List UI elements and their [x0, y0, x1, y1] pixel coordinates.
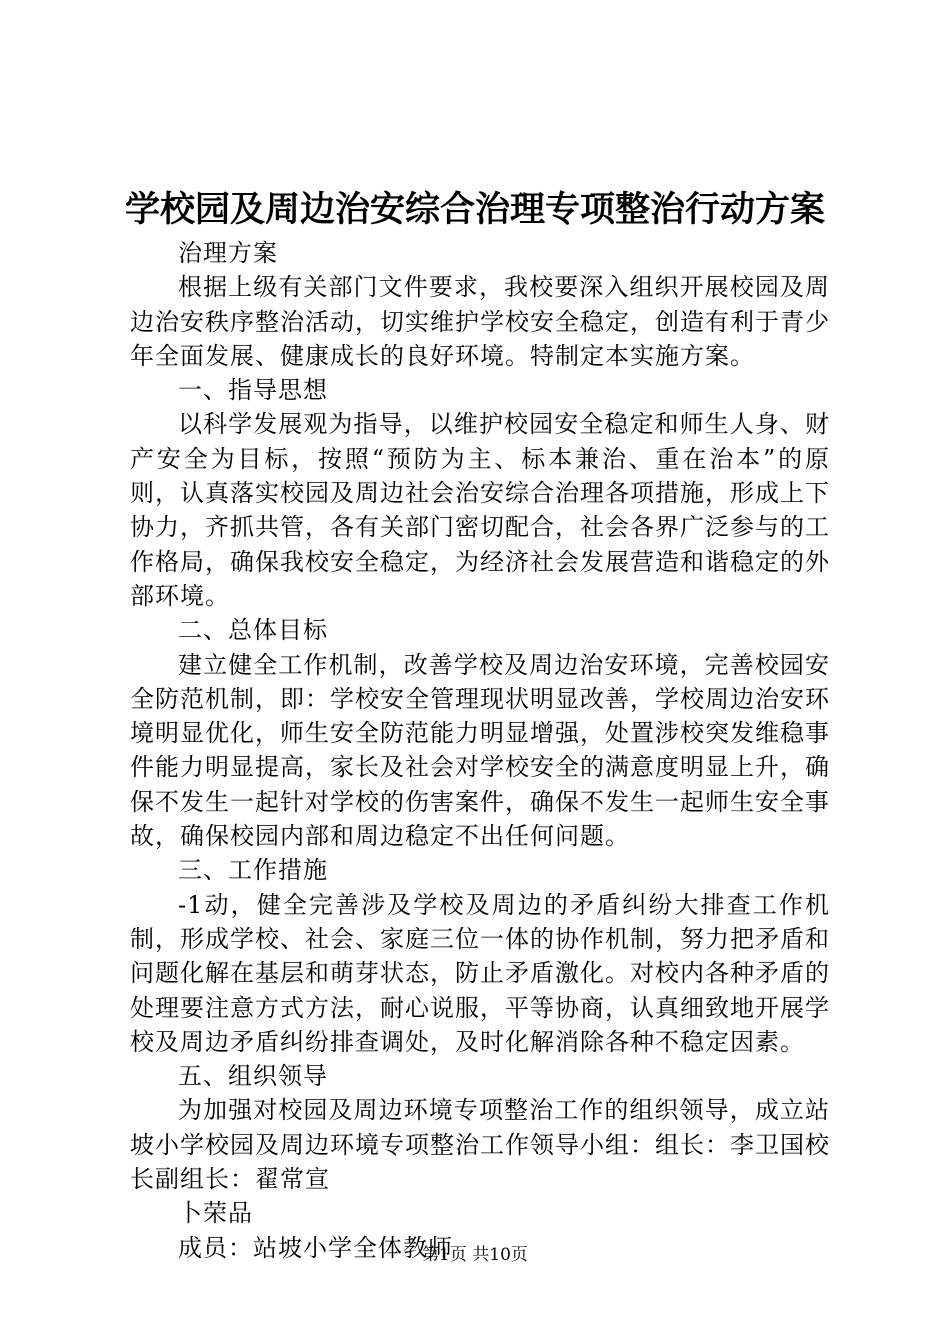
- document-body: [130, 236, 830, 1265]
- paragraph-members: 成员：站坡小学全体教师: [178, 1233, 453, 1262]
- page-footer: 第1页 共10页: [422, 1245, 528, 1265]
- document-title: 学校园及周边治安综合治理专项整治行动方案: [124, 189, 825, 230]
- heading-organization: 五、组织领导: [178, 1062, 328, 1091]
- paragraph-member-name: 卜荣品: [178, 1199, 253, 1228]
- heading-work-measures: 三、工作措施: [178, 856, 328, 885]
- heading-guiding-ideology: 一、指导思想: [178, 376, 328, 405]
- paragraph-intro: 根据上级有关部门文件要求，我校要深入组织开展校园及周边治安秩序整治活动，切实维护学校安全稳定，创造有利于青少年全面发展、健康成长的良好环境。特制定本实施方案。: [130, 273, 830, 370]
- paragraph-subtitle: 治理方案: [178, 239, 278, 267]
- paragraph-guiding-ideology: 以科学发展观为指导，以维护校园安全稳定和师生人身、财产安全为目标，按照“预防为主、标本兼治、重在治本”的原则，认真落实校园及周边社会治安综合治理各项措施，形成上下协力，齐抓共管，各有关部门密切配合，社会各界广泛参与的工作格局，确保我校安全稳定，为经济社会发展营造和谐稳定的外部环境。: [130, 410, 830, 610]
- paragraph-organization: 为加强对校园及周边环境专项整治工作的组织领导，成立站坡小学校园及周边环境专项整治工作领导小组：组长：李卫国校长副组长：翟常宣: [130, 1096, 830, 1194]
- heading-overall-goals: 二、总体目标: [178, 616, 328, 645]
- paragraph-work-measures: -1动，健全完善涉及学校及周边的矛盾纠纷大排查工作机制，形成学校、社会、家庭三位一体的协作机制，努力把矛盾和问题化解在基层和萌芽状态，防止矛盾激化。对校内各种矛盾的处理要注意方式方法，耐心说服，平等协商，认真细致地开展学校及周边矛盾纠纷排查调处，及时化解消除各种不稳定因素。: [130, 890, 830, 1056]
- paragraph-overall-goals: 建立健全工作机制，改善学校及周边治安环境，完善校园安全防范机制，即：学校安全管理现状明显改善，学校周边治安环境明显优化，师生安全防范能力明显增强，处置涉校突发维稳事件能力明显提高，家长及社会对学校安全的满意度明显上升，确保不发生一起针对学校的伤害案件，确保不发生一起师生安全事故，确保校园内部和周边稳定不出任何问题。: [130, 650, 830, 851]
